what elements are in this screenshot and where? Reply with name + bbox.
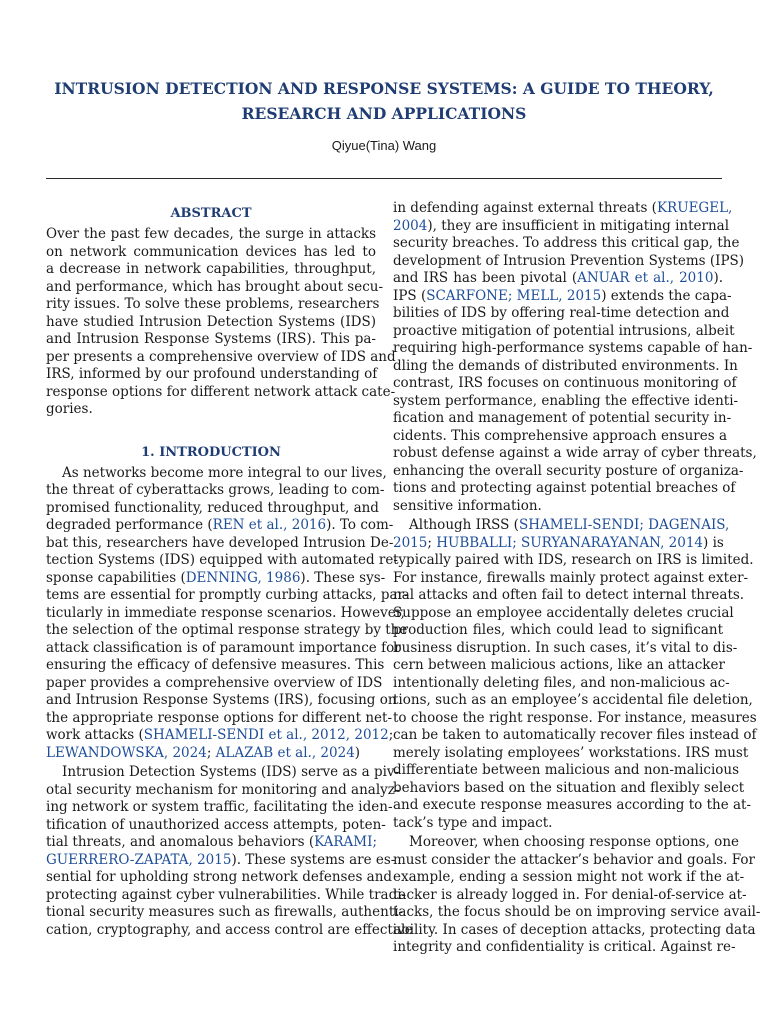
text-line: nal attacks and often fail to detect internal threats. — [393, 587, 745, 603]
text-line — [393, 517, 730, 535]
text-line: a decrease in network capabilities, throughput, — [46, 261, 376, 277]
text-line — [393, 270, 723, 288]
abstract-heading: ABSTRACT — [170, 206, 252, 221]
text-line: response options for different network attack cate- — [46, 383, 396, 400]
text-line: For instance, firewalls mainly protect against exter- — [393, 569, 749, 586]
text-line: to choose the right response. For instance, measures — [393, 709, 757, 726]
text-segment: ) — [354, 744, 361, 761]
text-line: attack classification is of paramount importance for — [46, 639, 401, 656]
text-line: per presents a comprehensive overview of IDS and — [46, 348, 396, 365]
citation-link[interactable]: 2004 — [393, 217, 428, 234]
author-name: Qiyue(Tina) Wang — [331, 138, 437, 153]
text-segment: work attacks ( — [46, 727, 144, 743]
text-line: Suppose an employee accidentally deletes crucial — [393, 604, 734, 621]
text-line — [393, 287, 732, 306]
text-segment: IPS ( — [393, 287, 427, 304]
text-line: tacker is already logged in. For denial-of-service at- — [393, 886, 747, 903]
text-line: tacks, the focus should be on improving service avail- — [393, 904, 761, 920]
text-line: ticularly in immediate response scenarios. However, — [46, 604, 405, 621]
title-line: INTRUSION DETECTION AND RESPONSE SYSTEMS: A GUIDE TO THEORY, — [54, 79, 714, 98]
text-line: IRS, informed by our profound understanding of — [46, 366, 378, 382]
text-line: tional security measures such as firewalls, authenti- — [46, 904, 404, 920]
text-line: otal security mechanism for monitoring and analyz- — [46, 781, 400, 798]
text-line — [393, 200, 733, 218]
citation-link[interactable]: ANUAR et al., 2010 — [577, 270, 714, 286]
citation-link[interactable]: 2015 — [393, 534, 428, 551]
text-line: can be taken to automatically recover files instead of — [393, 727, 757, 743]
text-line: merely isolating employees’ workstations. IRS must — [393, 744, 749, 761]
text-line — [46, 727, 394, 745]
text-line: behaviors based on the situation and flexibly select — [393, 779, 745, 796]
citation-link[interactable]: SHAMELI-SENDI; DAGENAIS, — [518, 517, 730, 533]
text-line: Moreover, when choosing response options, one — [409, 834, 739, 850]
text-segment: ). These sys- — [300, 569, 386, 586]
text-line: on network communication devices has led to — [46, 243, 376, 260]
text-line: As networks become more integral to our lives, — [62, 464, 387, 481]
header-rule — [46, 178, 722, 179]
text-line: intentionally deleting files, and non-malicious ac- — [393, 674, 730, 691]
text-line: business disruption. In such cases, it’s vital to dis- — [393, 639, 738, 656]
text-line — [393, 217, 730, 236]
text-line: tions, such as an employee’s accidental file deletion, — [393, 692, 753, 708]
text-line: tack’s type and impact. — [393, 814, 553, 831]
text-line: ability. In cases of deception attacks, protecting data — [393, 921, 756, 938]
text-segment: ), they are insufficient in mitigating internal — [427, 217, 730, 234]
text-line: the selection of the optimal response strategy by the — [46, 622, 408, 638]
intro-paragraph — [393, 834, 761, 957]
text-line: proactive mitigation of potential intrusions, albeit — [393, 322, 735, 339]
text-line: rity issues. To solve these problems, researchers — [46, 296, 380, 312]
text-line — [46, 834, 376, 852]
text-line: tification of unauthorized access attempts, poten- — [46, 816, 386, 833]
text-line — [46, 745, 376, 763]
citation-link[interactable]: LEWANDOWSKA, 2024 — [46, 744, 207, 761]
text-line: sential for upholding strong network defenses and — [46, 869, 393, 885]
text-segment: ; — [388, 727, 394, 743]
text-line: system performance, enabling the effective identi- — [393, 392, 739, 409]
citation-link[interactable]: SCARFONE; MELL, 2015 — [426, 287, 602, 304]
citation-link[interactable]: DENNING, 1986 — [185, 569, 301, 586]
text-line: enhancing the overall security posture of organiza- — [393, 462, 744, 479]
text-line: Over the past few decades, the surge in attacks — [46, 226, 376, 242]
text-line: differentiate between malicious and non-malicious — [393, 762, 740, 778]
citation-link[interactable]: HUBBALLI; SURYANARAYANAN, 2014 — [436, 534, 704, 551]
text-line: typically paired with IDS, research on IRS is limited. — [393, 552, 754, 568]
text-line: and execute response measures according to the at- — [393, 797, 752, 813]
text-line: cidents. This comprehensive approach ensures a — [393, 427, 728, 444]
text-line: protecting against cyber vulnerabilities. While tradi- — [46, 886, 407, 903]
text-line: bat this, researchers have developed Intrusion De- — [46, 534, 394, 551]
text-line: sensitive information. — [393, 497, 542, 514]
text-line: and Intrusion Response Systems (IRS), focusing on — [46, 692, 397, 708]
text-segment: and IRS has been pivotal ( — [393, 270, 578, 286]
intro-paragraph-continued — [393, 200, 757, 515]
text-line: the threat of cyberattacks grows, leading to com- — [46, 482, 385, 498]
citation-link[interactable]: REN et al., 2016 — [212, 517, 327, 533]
text-line: paper provides a comprehensive overview of IDS — [46, 674, 383, 691]
paper-title — [40, 77, 728, 126]
introduction-heading: 1. INTRODUCTION — [141, 444, 281, 460]
text-line: production files, which could lead to significant — [393, 622, 723, 638]
text-line: the appropriate response options for different net- — [46, 709, 393, 726]
text-line: requiring high-performance systems capable of han- — [393, 340, 753, 356]
title-line: RESEARCH AND APPLICATIONS — [241, 103, 527, 123]
text-segment: tial threats, and anomalous behaviors ( — [46, 834, 315, 850]
text-line: bilities of IDS by offering real-time detection and — [393, 305, 730, 321]
text-segment: ; — [206, 744, 216, 761]
citation-link[interactable]: GUERRERO-ZAPATA, 2015 — [46, 851, 232, 868]
text-line: robust defense against a wide array of cyber threats, — [393, 445, 757, 461]
text-line: development of Intrusion Prevention Systems (IPS) — [393, 252, 745, 269]
text-line: must consider the attacker’s behavior and goals. For — [393, 851, 755, 868]
text-segment: sponse capabilities ( — [46, 569, 186, 586]
text-line — [46, 569, 386, 588]
text-line: example, ending a session might not work if the at- — [393, 869, 745, 885]
citation-link[interactable]: KRUEGEL, — [656, 200, 733, 216]
text-line: security breaches. To address this critical gap, the — [393, 235, 740, 251]
text-line: integrity and confidentiality is critical. Against re- — [393, 939, 736, 955]
text-segment: degraded performance ( — [46, 517, 213, 533]
text-segment: ). To com- — [326, 517, 394, 533]
text-line: and Intrusion Response Systems (IRS). This pa- — [46, 331, 376, 347]
text-segment: in defending against external threats ( — [393, 200, 657, 216]
text-segment: ; — [427, 534, 437, 551]
citation-link[interactable]: ALAZAB et al., 2024 — [215, 744, 355, 761]
citation-link[interactable]: KARAMI; — [314, 834, 377, 850]
text-line: dling the demands of distributed environments. In — [393, 357, 738, 374]
text-segment: Although IRSS ( — [409, 517, 519, 533]
text-line: gories. — [46, 401, 93, 417]
intro-paragraph — [46, 464, 409, 763]
text-segment: ) extends the capa- — [601, 287, 732, 304]
text-segment: ) is — [703, 534, 724, 551]
text-line — [46, 517, 394, 535]
text-segment: ). — [713, 270, 723, 286]
intro-paragraph — [393, 517, 757, 832]
text-line: Intrusion Detection Systems (IDS) serve as a piv- — [62, 764, 400, 780]
text-segment: ). These systems are es- — [231, 851, 396, 868]
right-column — [393, 200, 761, 957]
text-line — [46, 851, 396, 870]
text-line: promised functionality, reduced throughput, and — [46, 499, 379, 516]
text-line: and performance, which has brought about secu- — [46, 278, 384, 295]
text-line: ensuring the efficacy of defensive measures. This — [46, 657, 385, 673]
intro-paragraph — [46, 764, 413, 939]
text-line: have studied Intrusion Detection Systems (IDS) — [46, 313, 376, 330]
text-line: cern between malicious actions, like an attacker — [393, 657, 725, 673]
citation-link[interactable]: SHAMELI-SENDI et al., 2012, 2012 — [143, 727, 389, 743]
abstract-text — [46, 226, 396, 419]
text-line: contrast, IRS focuses on continuous monitoring of — [393, 375, 737, 391]
text-line: fication and management of potential security in- — [393, 410, 732, 426]
text-line: ing network or system traffic, facilitating the iden- — [46, 799, 393, 815]
text-line: cation, cryptography, and access control are effective — [46, 921, 413, 938]
text-line — [393, 535, 723, 553]
text-line: tection Systems (IDS) equipped with automated re- — [46, 552, 398, 568]
text-line: tems are essential for promptly curbing attacks, par- — [46, 587, 409, 603]
text-line: tions and protecting against potential breaches of — [393, 480, 736, 496]
